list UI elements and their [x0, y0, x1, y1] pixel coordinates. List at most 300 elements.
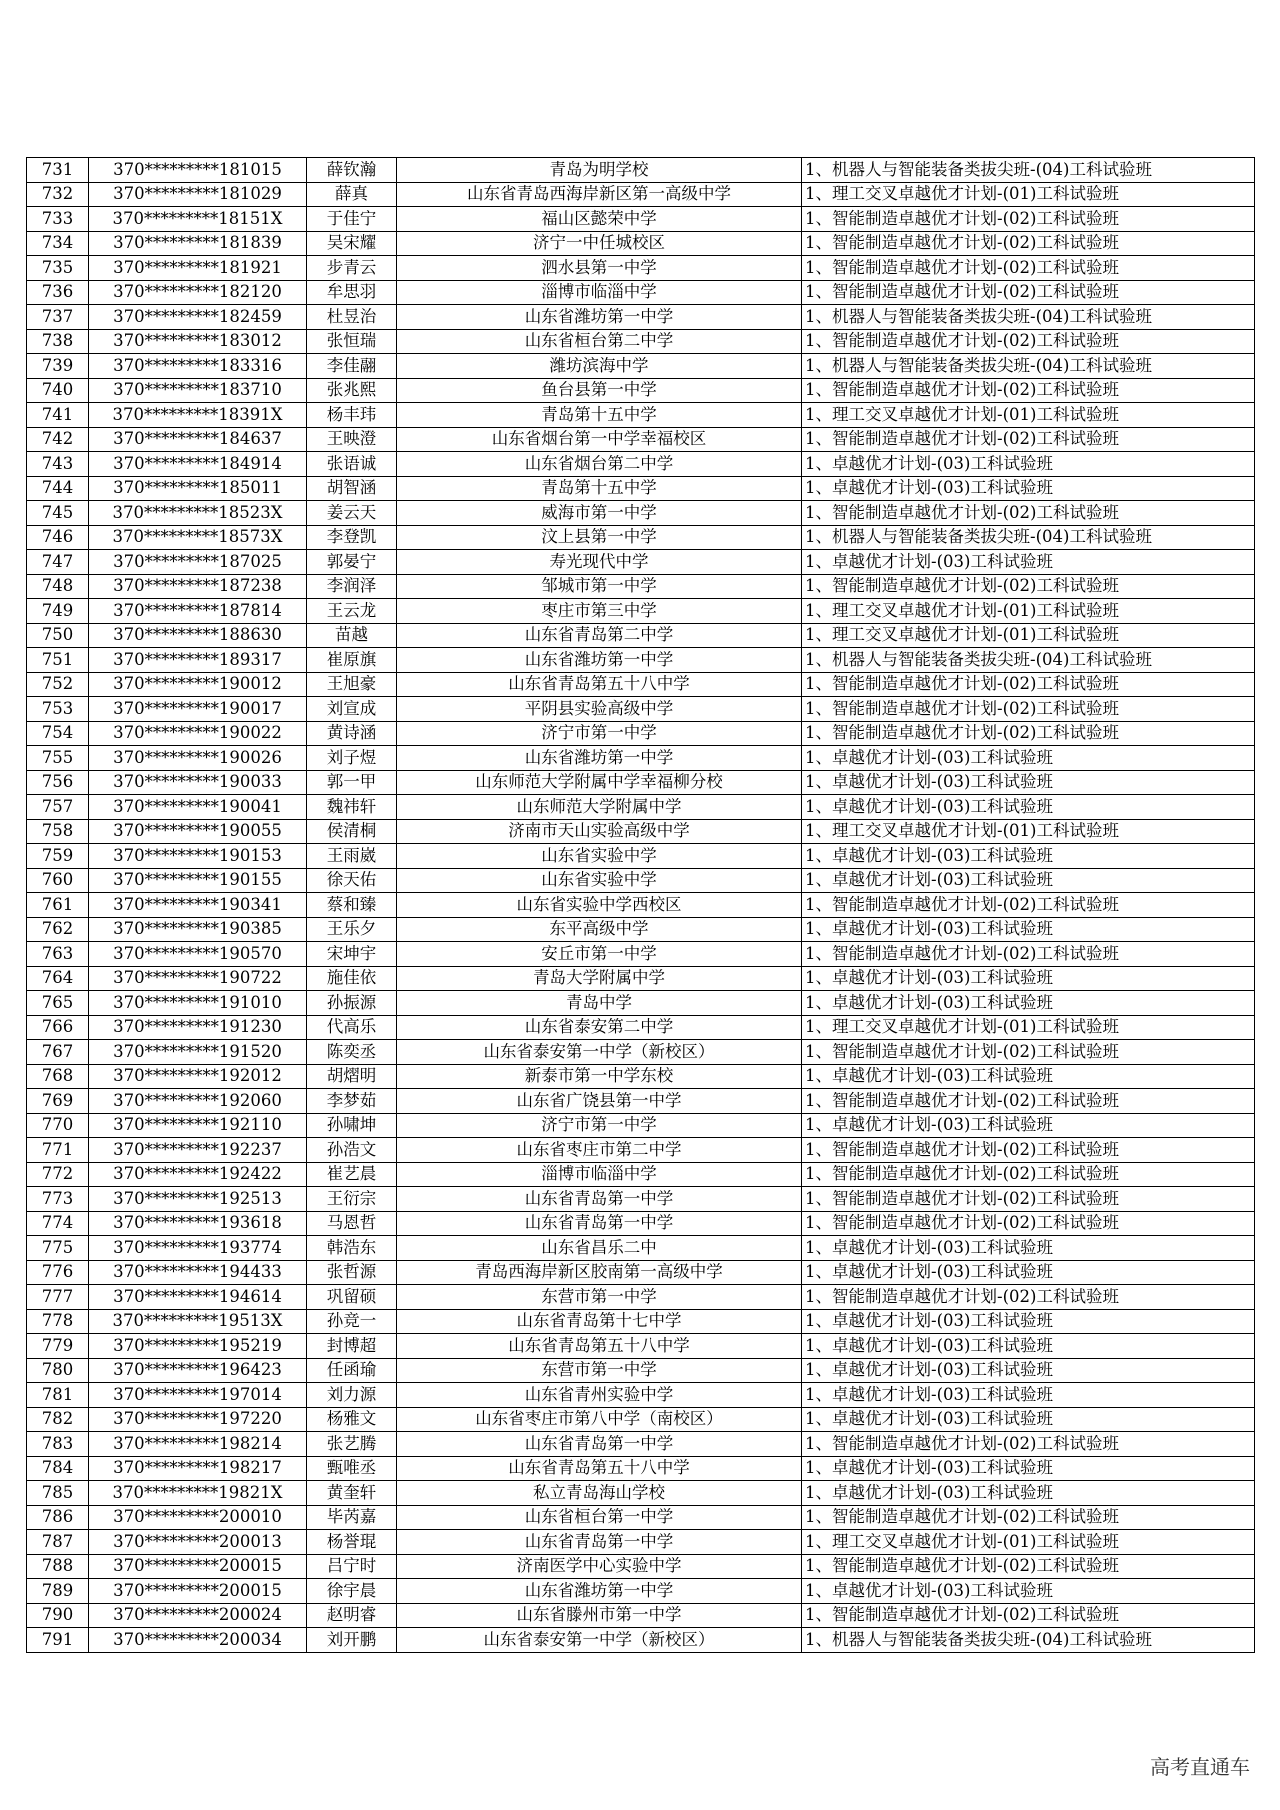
- school-name-cell: 山东省青岛第五十八中学: [397, 672, 802, 697]
- row-number-cell: 746: [27, 525, 89, 550]
- student-name-cell: 胡熠明: [307, 1064, 397, 1089]
- id-number-cell: 370*********191010: [89, 991, 307, 1016]
- id-number-cell: 370*********18151X: [89, 207, 307, 232]
- table-row: [27, 1481, 1255, 1506]
- student-name-cell: 刘宣成: [307, 697, 397, 722]
- student-name-cell: 张哲源: [307, 1260, 397, 1285]
- table-row: [27, 525, 1255, 550]
- program-cell: 1、智能制造卓越优才计划-(02)工科试验班: [802, 893, 1255, 918]
- row-number-cell: 777: [27, 1285, 89, 1310]
- id-number-cell: 370*********181921: [89, 256, 307, 281]
- id-number-cell: 370*********19513X: [89, 1309, 307, 1334]
- id-number-cell: 370*********190026: [89, 746, 307, 771]
- table-row: [27, 917, 1255, 942]
- program-cell: 1、卓越优才计划-(03)工科试验班: [802, 476, 1255, 501]
- student-name-cell: 杜昱治: [307, 305, 397, 330]
- table-row: [27, 329, 1255, 354]
- table-row: [27, 844, 1255, 869]
- row-number-cell: 764: [27, 966, 89, 991]
- student-name-cell: 崔原旗: [307, 648, 397, 673]
- school-name-cell: 新泰市第一中学东校: [397, 1064, 802, 1089]
- program-cell: 1、智能制造卓越优才计划-(02)工科试验班: [802, 1211, 1255, 1236]
- row-number-cell: 760: [27, 868, 89, 893]
- row-number-cell: 779: [27, 1334, 89, 1359]
- program-cell: 1、卓越优才计划-(03)工科试验班: [802, 844, 1255, 869]
- table-row: [27, 1554, 1255, 1579]
- program-cell: 1、智能制造卓越优才计划-(02)工科试验班: [802, 1432, 1255, 1457]
- table-row: [27, 1334, 1255, 1359]
- program-cell: 1、智能制造卓越优才计划-(02)工科试验班: [802, 1554, 1255, 1579]
- id-number-cell: 370*********183012: [89, 329, 307, 354]
- program-cell: 1、理工交叉卓越优才计划-(01)工科试验班: [802, 599, 1255, 624]
- program-cell: 1、卓越优才计划-(03)工科试验班: [802, 1309, 1255, 1334]
- school-name-cell: 山东省泰安第二中学: [397, 1015, 802, 1040]
- table-row: [27, 1530, 1255, 1555]
- school-name-cell: 鱼台县第一中学: [397, 378, 802, 403]
- row-number-cell: 783: [27, 1432, 89, 1457]
- program-cell: 1、机器人与智能装备类拔尖班-(04)工科试验班: [802, 158, 1255, 183]
- student-name-cell: 李润泽: [307, 574, 397, 599]
- id-number-cell: 370*********195219: [89, 1334, 307, 1359]
- program-cell: 1、卓越优才计划-(03)工科试验班: [802, 1481, 1255, 1506]
- school-name-cell: 山东省滕州市第一中学: [397, 1603, 802, 1628]
- school-name-cell: 寿光现代中学: [397, 550, 802, 575]
- student-name-cell: 毕芮嘉: [307, 1505, 397, 1530]
- row-number-cell: 770: [27, 1113, 89, 1138]
- student-name-cell: 李登凯: [307, 525, 397, 550]
- school-name-cell: 东平高级中学: [397, 917, 802, 942]
- school-name-cell: 山东省青岛第五十八中学: [397, 1334, 802, 1359]
- row-number-cell: 772: [27, 1162, 89, 1187]
- row-number-cell: 771: [27, 1138, 89, 1163]
- school-name-cell: 汶上县第一中学: [397, 525, 802, 550]
- table-row: [27, 1138, 1255, 1163]
- id-number-cell: 370*********190055: [89, 819, 307, 844]
- table-row: [27, 1064, 1255, 1089]
- student-name-cell: 杨丰玮: [307, 403, 397, 428]
- row-number-cell: 763: [27, 942, 89, 967]
- program-cell: 1、智能制造卓越优才计划-(02)工科试验班: [802, 697, 1255, 722]
- school-name-cell: 山东省烟台第一中学幸福校区: [397, 427, 802, 452]
- school-name-cell: 枣庄市第三中学: [397, 599, 802, 624]
- table-row: [27, 819, 1255, 844]
- program-cell: 1、理工交叉卓越优才计划-(01)工科试验班: [802, 182, 1255, 207]
- program-cell: 1、智能制造卓越优才计划-(02)工科试验班: [802, 1040, 1255, 1065]
- school-name-cell: 淄博市临淄中学: [397, 1162, 802, 1187]
- school-name-cell: 山东省青岛第一中学: [397, 1432, 802, 1457]
- row-number-cell: 736: [27, 280, 89, 305]
- row-number-cell: 781: [27, 1383, 89, 1408]
- student-name-cell: 蔡和臻: [307, 893, 397, 918]
- school-name-cell: 山东省枣庄市第八中学（南校区）: [397, 1407, 802, 1432]
- student-name-cell: 黄奎轩: [307, 1481, 397, 1506]
- row-number-cell: 787: [27, 1530, 89, 1555]
- table-row: [27, 476, 1255, 501]
- row-number-cell: 773: [27, 1187, 89, 1212]
- row-number-cell: 733: [27, 207, 89, 232]
- student-name-cell: 郭一甲: [307, 770, 397, 795]
- row-number-cell: 756: [27, 770, 89, 795]
- table-row: [27, 1162, 1255, 1187]
- school-name-cell: 淄博市临淄中学: [397, 280, 802, 305]
- row-number-cell: 741: [27, 403, 89, 428]
- school-name-cell: 福山区懿荣中学: [397, 207, 802, 232]
- id-number-cell: 370*********18523X: [89, 501, 307, 526]
- id-number-cell: 370*********187814: [89, 599, 307, 624]
- row-number-cell: 767: [27, 1040, 89, 1065]
- table-row: [27, 207, 1255, 232]
- table-row: [27, 868, 1255, 893]
- program-cell: 1、卓越优才计划-(03)工科试验班: [802, 1407, 1255, 1432]
- program-cell: 1、智能制造卓越优才计划-(02)工科试验班: [802, 574, 1255, 599]
- school-name-cell: 山东省潍坊第一中学: [397, 1579, 802, 1604]
- id-number-cell: 370*********200015: [89, 1579, 307, 1604]
- student-name-cell: 陈奕丞: [307, 1040, 397, 1065]
- student-name-cell: 步青云: [307, 256, 397, 281]
- school-name-cell: 山东省枣庄市第二中学: [397, 1138, 802, 1163]
- student-name-cell: 李佳翮: [307, 354, 397, 379]
- id-number-cell: 370*********181015: [89, 158, 307, 183]
- row-number-cell: 791: [27, 1628, 89, 1653]
- table-row: [27, 991, 1255, 1016]
- school-name-cell: 泗水县第一中学: [397, 256, 802, 281]
- student-name-cell: 姜云天: [307, 501, 397, 526]
- row-number-cell: 742: [27, 427, 89, 452]
- school-name-cell: 山东省实验中学: [397, 868, 802, 893]
- admission-list-table: [26, 157, 1255, 1653]
- id-number-cell: 370*********192012: [89, 1064, 307, 1089]
- id-number-cell: 370*********187238: [89, 574, 307, 599]
- id-number-cell: 370*********182120: [89, 280, 307, 305]
- program-cell: 1、理工交叉卓越优才计划-(01)工科试验班: [802, 623, 1255, 648]
- student-name-cell: 胡智涵: [307, 476, 397, 501]
- student-name-cell: 孙浩文: [307, 1138, 397, 1163]
- table-row: [27, 746, 1255, 771]
- school-name-cell: 山东省烟台第二中学: [397, 452, 802, 477]
- row-number-cell: 780: [27, 1358, 89, 1383]
- school-name-cell: 山东省泰安第一中学（新校区）: [397, 1628, 802, 1653]
- student-name-cell: 甄唯丞: [307, 1456, 397, 1481]
- id-number-cell: 370*********194614: [89, 1285, 307, 1310]
- row-number-cell: 757: [27, 795, 89, 820]
- table-row: [27, 305, 1255, 330]
- id-number-cell: 370*********181839: [89, 231, 307, 256]
- table-row: [27, 1187, 1255, 1212]
- program-cell: 1、智能制造卓越优才计划-(02)工科试验班: [802, 1285, 1255, 1310]
- row-number-cell: 774: [27, 1211, 89, 1236]
- table-row: [27, 158, 1255, 183]
- program-cell: 1、智能制造卓越优才计划-(02)工科试验班: [802, 501, 1255, 526]
- student-name-cell: 苗越: [307, 623, 397, 648]
- student-name-cell: 代高乐: [307, 1015, 397, 1040]
- table-row: [27, 452, 1255, 477]
- row-number-cell: 753: [27, 697, 89, 722]
- student-name-cell: 杨雅文: [307, 1407, 397, 1432]
- row-number-cell: 752: [27, 672, 89, 697]
- student-name-cell: 郭晏宁: [307, 550, 397, 575]
- school-name-cell: 青岛中学: [397, 991, 802, 1016]
- school-name-cell: 东营市第一中学: [397, 1358, 802, 1383]
- student-name-cell: 杨誉琨: [307, 1530, 397, 1555]
- school-name-cell: 山东省青岛第一中学: [397, 1530, 802, 1555]
- program-cell: 1、理工交叉卓越优才计划-(01)工科试验班: [802, 403, 1255, 428]
- id-number-cell: 370*********190155: [89, 868, 307, 893]
- id-number-cell: 370*********185011: [89, 476, 307, 501]
- student-name-cell: 巩留硕: [307, 1285, 397, 1310]
- table-row: [27, 795, 1255, 820]
- school-name-cell: 山东省桓台第二中学: [397, 329, 802, 354]
- program-cell: 1、卓越优才计划-(03)工科试验班: [802, 1236, 1255, 1261]
- program-cell: 1、智能制造卓越优才计划-(02)工科试验班: [802, 942, 1255, 967]
- program-cell: 1、理工交叉卓越优才计划-(01)工科试验班: [802, 1015, 1255, 1040]
- student-name-cell: 赵明睿: [307, 1603, 397, 1628]
- row-number-cell: 739: [27, 354, 89, 379]
- table-row: [27, 942, 1255, 967]
- program-cell: 1、卓越优才计划-(03)工科试验班: [802, 1113, 1255, 1138]
- id-number-cell: 370*********197220: [89, 1407, 307, 1432]
- student-name-cell: 张兆熙: [307, 378, 397, 403]
- program-cell: 1、卓越优才计划-(03)工科试验班: [802, 746, 1255, 771]
- table-row: [27, 1040, 1255, 1065]
- student-name-cell: 刘力源: [307, 1383, 397, 1408]
- school-name-cell: 济南市天山实验高级中学: [397, 819, 802, 844]
- program-cell: 1、智能制造卓越优才计划-(02)工科试验班: [802, 1089, 1255, 1114]
- id-number-cell: 370*********187025: [89, 550, 307, 575]
- school-name-cell: 山东省桓台第一中学: [397, 1505, 802, 1530]
- id-number-cell: 370*********190041: [89, 795, 307, 820]
- school-name-cell: 山东省青岛第一中学: [397, 1187, 802, 1212]
- program-cell: 1、机器人与智能装备类拔尖班-(04)工科试验班: [802, 354, 1255, 379]
- row-number-cell: 755: [27, 746, 89, 771]
- program-cell: 1、卓越优才计划-(03)工科试验班: [802, 1358, 1255, 1383]
- program-cell: 1、智能制造卓越优才计划-(02)工科试验班: [802, 378, 1255, 403]
- school-name-cell: 山东省昌乐二中: [397, 1236, 802, 1261]
- table-row: [27, 574, 1255, 599]
- id-number-cell: 370*********183316: [89, 354, 307, 379]
- program-cell: 1、机器人与智能装备类拔尖班-(04)工科试验班: [802, 525, 1255, 550]
- program-cell: 1、机器人与智能装备类拔尖班-(04)工科试验班: [802, 1628, 1255, 1653]
- program-cell: 1、机器人与智能装备类拔尖班-(04)工科试验班: [802, 305, 1255, 330]
- school-name-cell: 山东省广饶县第一中学: [397, 1089, 802, 1114]
- id-number-cell: 370*********200015: [89, 1554, 307, 1579]
- row-number-cell: 769: [27, 1089, 89, 1114]
- table-row: [27, 721, 1255, 746]
- row-number-cell: 788: [27, 1554, 89, 1579]
- watermark-text: 高考直通车: [1150, 1755, 1250, 1779]
- student-name-cell: 施佳依: [307, 966, 397, 991]
- school-name-cell: 山东省潍坊第一中学: [397, 648, 802, 673]
- id-number-cell: 370*********192513: [89, 1187, 307, 1212]
- student-name-cell: 薛真: [307, 182, 397, 207]
- program-cell: 1、卓越优才计划-(03)工科试验班: [802, 991, 1255, 1016]
- row-number-cell: 790: [27, 1603, 89, 1628]
- row-number-cell: 759: [27, 844, 89, 869]
- program-cell: 1、卓越优才计划-(03)工科试验班: [802, 770, 1255, 795]
- id-number-cell: 370*********194433: [89, 1260, 307, 1285]
- id-number-cell: 370*********200034: [89, 1628, 307, 1653]
- school-name-cell: 青岛西海岸新区胶南第一高级中学: [397, 1260, 802, 1285]
- row-number-cell: 768: [27, 1064, 89, 1089]
- id-number-cell: 370*********183710: [89, 378, 307, 403]
- id-number-cell: 370*********19821X: [89, 1481, 307, 1506]
- program-cell: 1、智能制造卓越优才计划-(02)工科试验班: [802, 231, 1255, 256]
- table-row: [27, 770, 1255, 795]
- student-name-cell: 张艺腾: [307, 1432, 397, 1457]
- row-number-cell: 744: [27, 476, 89, 501]
- program-cell: 1、卓越优才计划-(03)工科试验班: [802, 795, 1255, 820]
- school-name-cell: 山东省青岛第一中学: [397, 1211, 802, 1236]
- school-name-cell: 青岛第十五中学: [397, 476, 802, 501]
- row-number-cell: 743: [27, 452, 89, 477]
- school-name-cell: 济宁市第一中学: [397, 721, 802, 746]
- id-number-cell: 370*********191520: [89, 1040, 307, 1065]
- school-name-cell: 济宁市第一中学: [397, 1113, 802, 1138]
- school-name-cell: 山东省潍坊第一中学: [397, 746, 802, 771]
- table-row: [27, 1113, 1255, 1138]
- table-row: [27, 1285, 1255, 1310]
- id-number-cell: 370*********192060: [89, 1089, 307, 1114]
- table-row: [27, 1603, 1255, 1628]
- school-name-cell: 威海市第一中学: [397, 501, 802, 526]
- id-number-cell: 370*********190022: [89, 721, 307, 746]
- id-number-cell: 370*********190033: [89, 770, 307, 795]
- program-cell: 1、卓越优才计划-(03)工科试验班: [802, 868, 1255, 893]
- table-row: [27, 1456, 1255, 1481]
- program-cell: 1、智能制造卓越优才计划-(02)工科试验班: [802, 207, 1255, 232]
- table-row: [27, 1089, 1255, 1114]
- student-name-cell: 吕宁时: [307, 1554, 397, 1579]
- program-cell: 1、智能制造卓越优才计划-(02)工科试验班: [802, 280, 1255, 305]
- school-name-cell: 安丘市第一中学: [397, 942, 802, 967]
- id-number-cell: 370*********192422: [89, 1162, 307, 1187]
- student-name-cell: 侯清桐: [307, 819, 397, 844]
- school-name-cell: 山东省青岛第二中学: [397, 623, 802, 648]
- row-number-cell: 778: [27, 1309, 89, 1334]
- table-row: [27, 648, 1255, 673]
- student-name-cell: 刘子煜: [307, 746, 397, 771]
- table-row: [27, 1358, 1255, 1383]
- id-number-cell: 370*********200024: [89, 1603, 307, 1628]
- program-cell: 1、卓越优才计划-(03)工科试验班: [802, 1579, 1255, 1604]
- table-row: [27, 403, 1255, 428]
- student-name-cell: 牟思羽: [307, 280, 397, 305]
- table-row: [27, 1432, 1255, 1457]
- student-name-cell: 封博超: [307, 1334, 397, 1359]
- school-name-cell: 东营市第一中学: [397, 1285, 802, 1310]
- school-name-cell: 山东省泰安第一中学（新校区）: [397, 1040, 802, 1065]
- program-cell: 1、智能制造卓越优才计划-(02)工科试验班: [802, 1162, 1255, 1187]
- student-name-cell: 徐宇晨: [307, 1579, 397, 1604]
- table-row: [27, 182, 1255, 207]
- program-cell: 1、卓越优才计划-(03)工科试验班: [802, 1064, 1255, 1089]
- program-cell: 1、智能制造卓越优才计划-(02)工科试验班: [802, 1138, 1255, 1163]
- program-cell: 1、智能制造卓越优才计划-(02)工科试验班: [802, 256, 1255, 281]
- id-number-cell: 370*********190012: [89, 672, 307, 697]
- student-name-cell: 孙竞一: [307, 1309, 397, 1334]
- school-name-cell: 青岛第十五中学: [397, 403, 802, 428]
- student-name-cell: 任函瑜: [307, 1358, 397, 1383]
- row-number-cell: 754: [27, 721, 89, 746]
- table-row: [27, 1579, 1255, 1604]
- row-number-cell: 750: [27, 623, 89, 648]
- row-number-cell: 751: [27, 648, 89, 673]
- id-number-cell: 370*********192237: [89, 1138, 307, 1163]
- id-number-cell: 370*********18573X: [89, 525, 307, 550]
- student-name-cell: 孙振源: [307, 991, 397, 1016]
- row-number-cell: 762: [27, 917, 89, 942]
- id-number-cell: 370*********190722: [89, 966, 307, 991]
- student-name-cell: 王乐夕: [307, 917, 397, 942]
- id-number-cell: 370*********184637: [89, 427, 307, 452]
- program-cell: 1、卓越优才计划-(03)工科试验班: [802, 966, 1255, 991]
- table-row: [27, 231, 1255, 256]
- row-number-cell: 747: [27, 550, 89, 575]
- table-row: [27, 1383, 1255, 1408]
- id-number-cell: 370*********190385: [89, 917, 307, 942]
- row-number-cell: 738: [27, 329, 89, 354]
- student-name-cell: 黄诗涵: [307, 721, 397, 746]
- school-name-cell: 潍坊滨海中学: [397, 354, 802, 379]
- id-number-cell: 370*********190341: [89, 893, 307, 918]
- student-name-cell: 王云龙: [307, 599, 397, 624]
- school-name-cell: 山东省青岛第十七中学: [397, 1309, 802, 1334]
- row-number-cell: 784: [27, 1456, 89, 1481]
- student-name-cell: 吴宋耀: [307, 231, 397, 256]
- program-cell: 1、智能制造卓越优才计划-(02)工科试验班: [802, 1505, 1255, 1530]
- table-row: [27, 501, 1255, 526]
- school-name-cell: 济南医学中心实验中学: [397, 1554, 802, 1579]
- row-number-cell: 761: [27, 893, 89, 918]
- student-name-cell: 王旭豪: [307, 672, 397, 697]
- id-number-cell: 370*********193774: [89, 1236, 307, 1261]
- student-name-cell: 薛钦瀚: [307, 158, 397, 183]
- table-row: [27, 672, 1255, 697]
- table-row: [27, 256, 1255, 281]
- table-row: [27, 623, 1255, 648]
- id-number-cell: 370*********190017: [89, 697, 307, 722]
- id-number-cell: 370*********191230: [89, 1015, 307, 1040]
- school-name-cell: 山东省实验中学: [397, 844, 802, 869]
- row-number-cell: 748: [27, 574, 89, 599]
- table-row: [27, 697, 1255, 722]
- id-number-cell: 370*********198214: [89, 1432, 307, 1457]
- row-number-cell: 735: [27, 256, 89, 281]
- student-name-cell: 王衍宗: [307, 1187, 397, 1212]
- school-name-cell: 山东省潍坊第一中学: [397, 305, 802, 330]
- program-cell: 1、智能制造卓越优才计划-(02)工科试验班: [802, 1603, 1255, 1628]
- table-row: [27, 1628, 1255, 1653]
- program-cell: 1、卓越优才计划-(03)工科试验班: [802, 1383, 1255, 1408]
- program-cell: 1、卓越优才计划-(03)工科试验班: [802, 452, 1255, 477]
- id-number-cell: 370*********192110: [89, 1113, 307, 1138]
- student-name-cell: 马恩哲: [307, 1211, 397, 1236]
- id-number-cell: 370*********200013: [89, 1530, 307, 1555]
- id-number-cell: 370*********182459: [89, 305, 307, 330]
- student-name-cell: 魏祎轩: [307, 795, 397, 820]
- row-number-cell: 737: [27, 305, 89, 330]
- table-row: [27, 1211, 1255, 1236]
- row-number-cell: 782: [27, 1407, 89, 1432]
- school-name-cell: 山东省青州实验中学: [397, 1383, 802, 1408]
- id-number-cell: 370*********18391X: [89, 403, 307, 428]
- program-cell: 1、智能制造卓越优才计划-(02)工科试验班: [802, 1187, 1255, 1212]
- student-name-cell: 徐天佑: [307, 868, 397, 893]
- id-number-cell: 370*********197014: [89, 1383, 307, 1408]
- id-number-cell: 370*********193618: [89, 1211, 307, 1236]
- row-number-cell: 776: [27, 1260, 89, 1285]
- program-cell: 1、卓越优才计划-(03)工科试验班: [802, 917, 1255, 942]
- row-number-cell: 731: [27, 158, 89, 183]
